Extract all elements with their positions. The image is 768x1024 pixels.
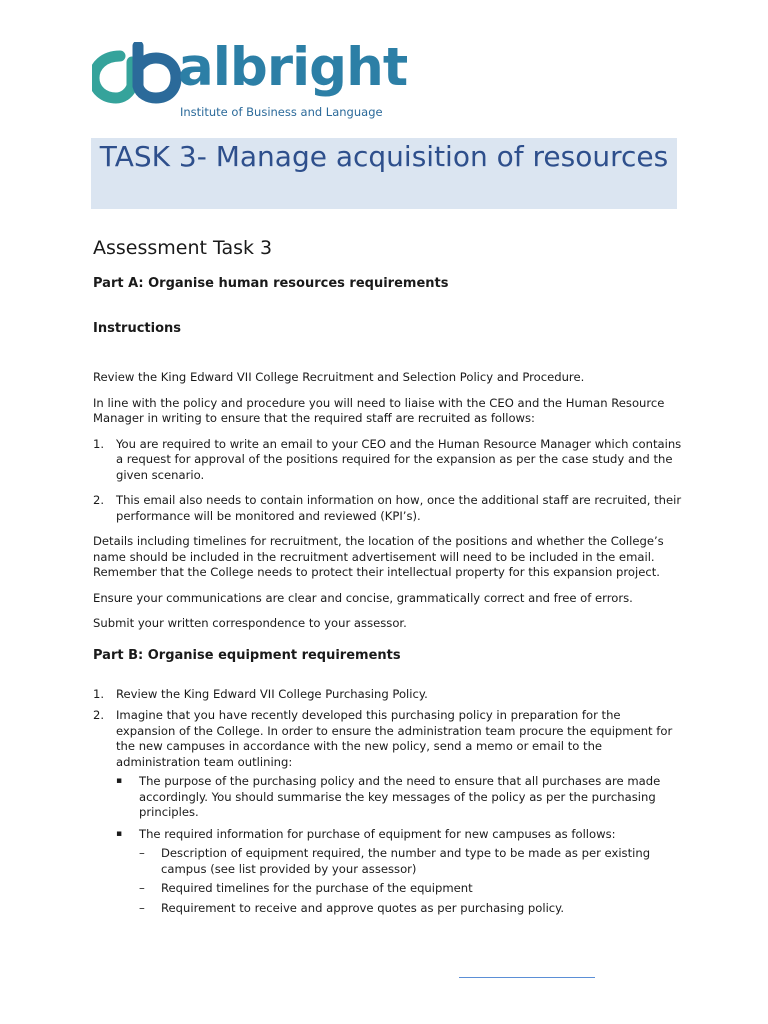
dash-list xyxy=(139,846,683,916)
list-item xyxy=(93,493,683,524)
dash-text: Description of equipment required, the number and type to be made as per existing campus (see list provided by your assessor) xyxy=(161,846,651,876)
list-number: 2. xyxy=(93,493,105,507)
part-a-paragraph-4: Ensure your communications are clear and concise, grammatically correct and free of errors. xyxy=(93,590,633,605)
albright-logo-mark-icon xyxy=(92,42,182,108)
title-band xyxy=(91,138,677,209)
list-item-text: You are required to write an email to your CEO and the Human Resource Manager which contains a request for approval of the positions required for the expansion as per the case study and the given scenario. xyxy=(116,436,682,482)
part-b-heading: Part B: Organise equipment requirements xyxy=(93,647,401,663)
part-a-heading: Part A: Organise human resources requirements xyxy=(93,276,449,291)
bullet-item xyxy=(116,827,683,917)
dash-item xyxy=(139,901,683,917)
dash-text: Required timelines for the purchase of the equipment xyxy=(161,881,473,895)
list-number: 2. xyxy=(93,708,105,722)
logo-wordmark: albright xyxy=(178,37,408,98)
dash-item xyxy=(139,846,683,877)
page-title: TASK 3- Manage acquisition of resources xyxy=(99,140,669,173)
part-a-paragraph-5: Submit your written correspondence to your assessor. xyxy=(93,616,407,630)
list-item xyxy=(93,708,683,916)
part-b-list xyxy=(93,687,683,917)
list-item-text: This email also needs to contain information on how, once the additional staff are recruited, their performance will be monitored and reviewed (KPI’s). xyxy=(116,493,682,523)
dash-marker: – xyxy=(139,881,145,895)
instructions-heading: Instructions xyxy=(93,321,182,336)
document-content xyxy=(93,236,683,920)
dash-marker: – xyxy=(139,900,145,915)
bullet-text: The required information for purchase of equipment for new campuses as follows: xyxy=(139,826,616,841)
list-item xyxy=(93,437,683,484)
part-b-bullets xyxy=(116,774,683,916)
list-item-text: Review the King Edward VII College Purchasing Policy. xyxy=(116,686,428,701)
part-a-paragraph-1: Review the King Edward VII College Recruitment and Selection Policy and Procedure. xyxy=(93,370,585,384)
albright-logo xyxy=(92,37,408,124)
part-a-paragraph-3: Details including timelines for recruitment, the location of the positions and whether the College’s name should be included in the recruitment advertisement will need to be included in the email. Remember that the College needs to protect their intellectual property for this expansion project. xyxy=(93,534,664,579)
list-item-text: Imagine that you have recently developed this purchasing policy in preparation for the expansion of the College. In order to ensure the administration team procure the equipment for the new campuses in accordance with the new policy, send a memo or email to the administration team outlining: xyxy=(116,708,673,769)
part-a-paragraph-2: In line with the policy and procedure you will need to liaise with the CEO and the Human Resource Manager in writing to ensure that the required staff are recruited as follows: xyxy=(93,395,665,425)
dash-text: Requirement to receive and approve quotes as per purchasing policy. xyxy=(161,900,565,915)
logo-tagline: Institute of Business and Language xyxy=(180,105,383,119)
footer-rule xyxy=(459,977,595,978)
list-number: 1. xyxy=(93,436,105,451)
square-bullet-icon: ▪ xyxy=(116,828,123,839)
list-number: 1. xyxy=(93,686,105,701)
square-bullet-icon: ▪ xyxy=(116,776,123,786)
assessment-heading: Assessment Task 3 xyxy=(93,237,273,259)
dash-item xyxy=(139,881,683,897)
bullet-item xyxy=(116,774,683,821)
list-item xyxy=(93,687,683,703)
part-a-list xyxy=(93,437,683,525)
dash-marker: – xyxy=(139,846,145,860)
bullet-text: The purpose of the purchasing policy and the need to ensure that all purchases are made accordingly. You should summarise the key messages of the policy as per the purchasing principles. xyxy=(139,774,661,819)
